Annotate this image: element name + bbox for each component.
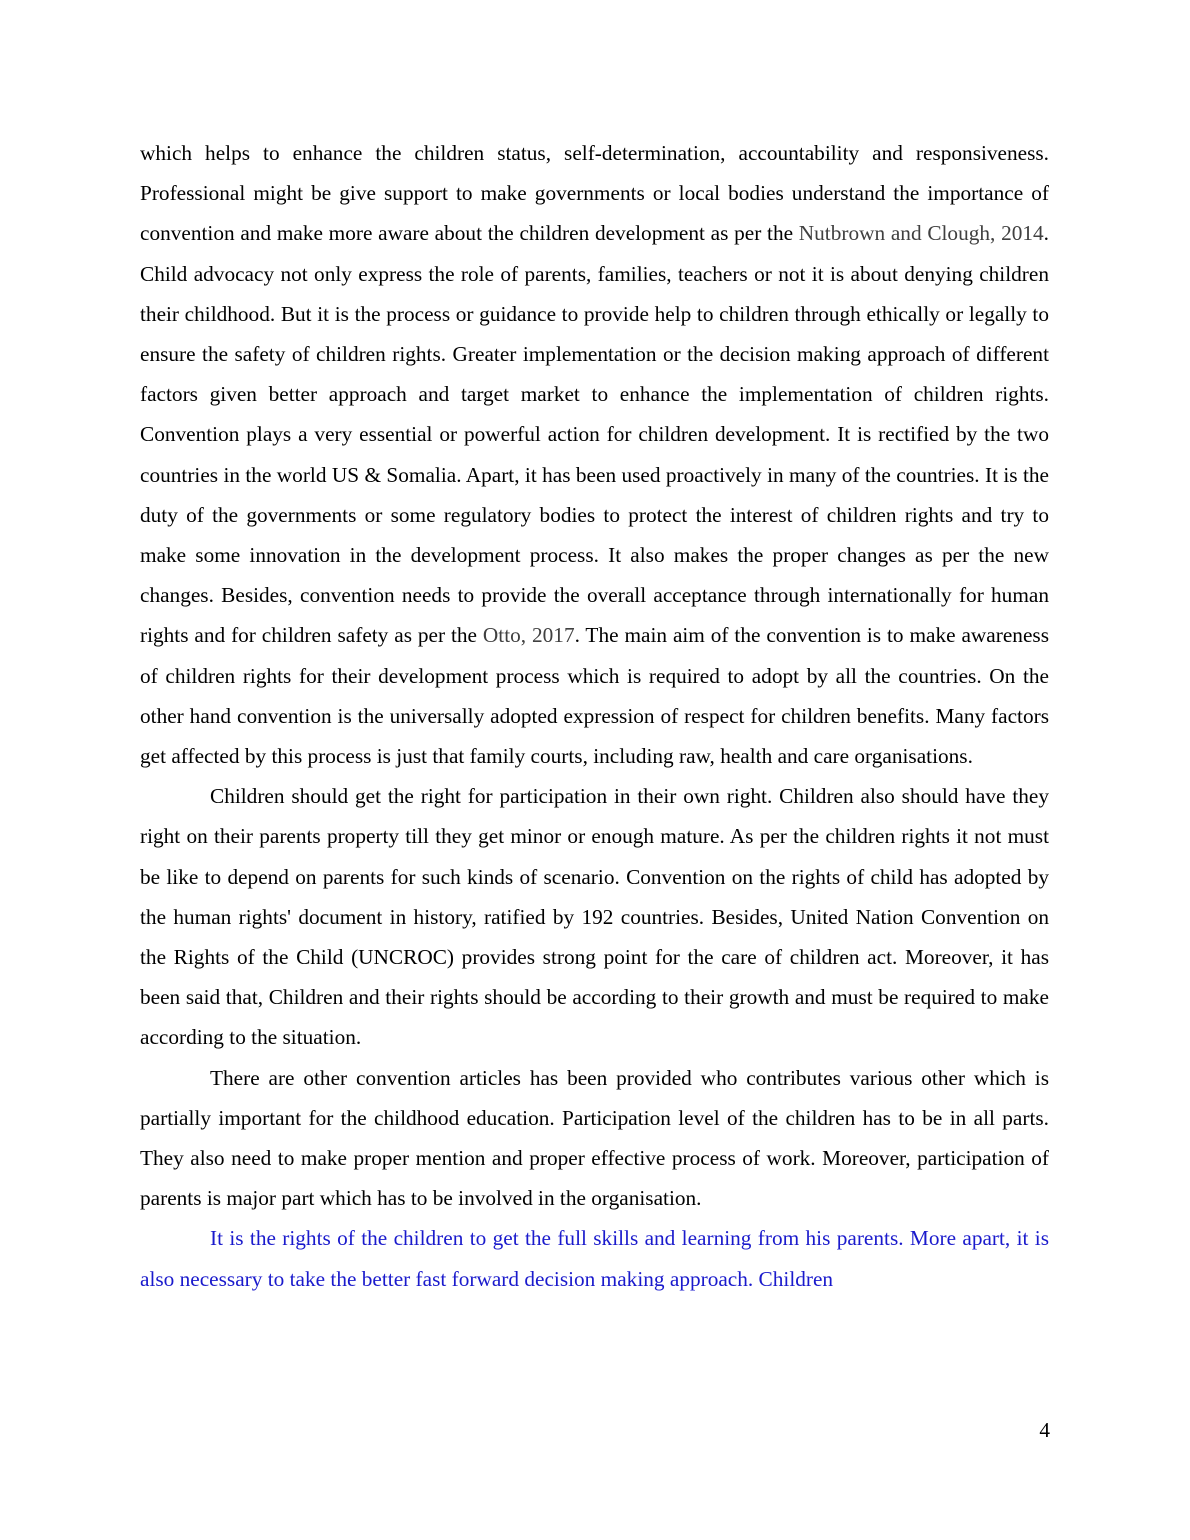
- page-number: 4: [1039, 1418, 1050, 1442]
- paragraph-4: It is the rights of the children to get the full skills and learning from his parents. More apart, it is also necessary to take the better fast forward decision making approach. Children: [140, 1226, 1049, 1291]
- paragraph-1: [140, 133, 1049, 776]
- citation-nutbrown-clough: Nutbrown and Clough, 2014: [798, 221, 1044, 246]
- paragraph-1-text-b: . Child advocacy not only express the role of parents, families, teachers or not it is about denying children their childhood. But it is the process or guidance to provide help to children through ethically or legally to ensure the safety of children rights. Greater implementation or the decision making approach of different factors given better approach and target market to enhance the implementation of children rights. Convention plays a very essential or powerful action for children development. It is rectified by the two countries in the world US & Somalia. Apart, it has been used proactively in many of the countries. It is the duty of the governments or some regulatory bodies to protect the interest of children rights and try to make some innovation in the development process. It also makes the proper changes as per the new changes. Besides, convention needs to provide the overall acceptance through internationally for human rights and for children safety as per the: [140, 221, 1049, 648]
- paragraph-2: Children should get the right for participation in their own right. Children also should have they right on their parents property till they get minor or enough mature. As per the children rights it not must be like to depend on parents for such kinds of scenario. Convention on the rights of child has adopted by the human rights' document in history, ratified by 192 countries. Besides, United Nation Convention on the Rights of the Child (UNCROC) provides strong point for the care of children act. Moreover, it has been said that, Children and their rights should be according to their growth and must be required to make according to the situation.: [140, 784, 1049, 1050]
- document-body: [140, 133, 1049, 1299]
- paragraph-1-text-c: . The main aim of the convention is to make awareness of children rights for their development process which is required to adopt by all the countries. On the other hand convention is the universally adopted expression of respect for children benefits. Many factors get affected by this process is just that family courts, including raw, health and care organisations.: [140, 623, 1049, 769]
- citation-otto: Otto, 2017: [482, 623, 575, 648]
- paragraph-3: There are other convention articles has been provided who contributes various other which is partially important for the childhood education. Participation level of the children has to be in all parts. They also need to make proper mention and proper effective process of work. Moreover, participation of parents is major part which has to be involved in the organisation.: [140, 1065, 1049, 1211]
- paragraph-1-text-a: which helps to enhance the children status, self-determination, accountability and responsiveness. Professional might be give support to make governments or local bodies understand the importance of convention and make more aware about the children development as per the: [140, 141, 1049, 246]
